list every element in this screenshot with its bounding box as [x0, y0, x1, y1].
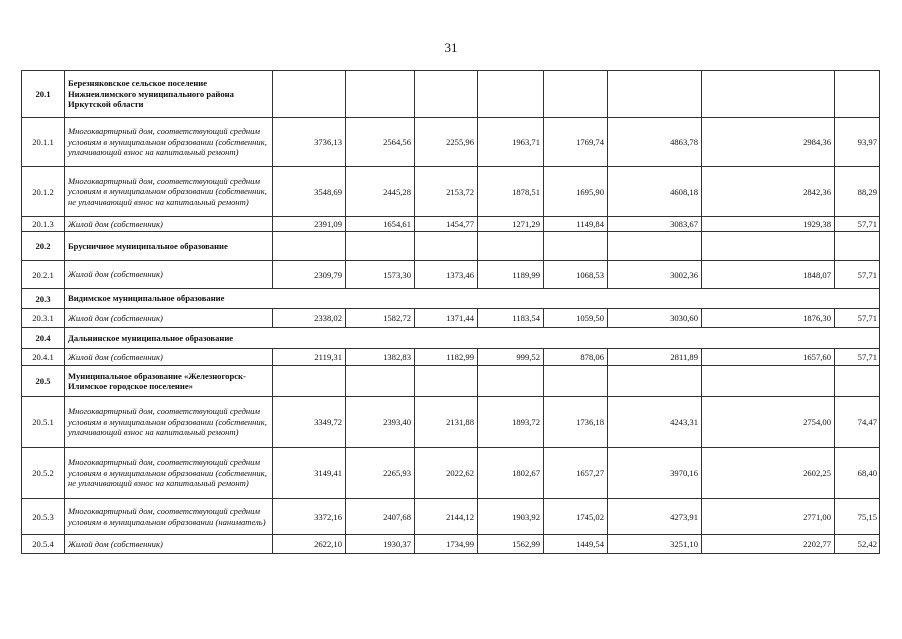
value-cell: 3251,10	[608, 535, 702, 554]
row-number: 20.1.3	[22, 217, 65, 232]
value-cell: 999,52	[478, 349, 544, 366]
value-cell: 2391,09	[273, 217, 346, 232]
table-row	[22, 499, 880, 535]
value-cell: 3149,41	[273, 448, 346, 499]
value-cell: 1929,38	[702, 217, 835, 232]
row-number: 20.5.2	[22, 448, 65, 499]
row-description: Многоквартирный дом, соответствующий средним условиям в муниципальном образовании (собственник, не уплачивающий взнос на капитальный ремонт)	[65, 167, 273, 217]
section-row	[22, 366, 880, 397]
value-cell: 1963,71	[478, 118, 544, 167]
value-cell: 3736,13	[273, 118, 346, 167]
value-cell	[478, 232, 544, 261]
row-description: Многоквартирный дом, соответствующий средним условиям в муниципальном образовании (собственник, не уплачивающий взнос на капитальный ремонт)	[65, 448, 273, 499]
row-number: 20.5.1	[22, 397, 65, 448]
value-cell: 1654,61	[346, 217, 415, 232]
section-title: Видимское муниципальное образование	[65, 289, 880, 309]
value-cell: 3030,60	[608, 309, 702, 328]
row-description: Жилой дом (собственник)	[65, 261, 273, 289]
value-cell: 93,97	[835, 118, 880, 167]
table-row	[22, 535, 880, 554]
value-cell: 1848,07	[702, 261, 835, 289]
value-cell: 3002,36	[608, 261, 702, 289]
section-row	[22, 328, 880, 349]
row-description: Жилой дом (собственник)	[65, 309, 273, 328]
value-cell: 57,71	[835, 349, 880, 366]
value-cell: 3548,69	[273, 167, 346, 217]
row-number: 20.5.4	[22, 535, 65, 554]
table-row	[22, 167, 880, 217]
value-cell: 1183,54	[478, 309, 544, 328]
value-cell: 74,47	[835, 397, 880, 448]
value-cell	[608, 366, 702, 397]
row-number: 20.5.3	[22, 499, 65, 535]
value-cell: 2842,36	[702, 167, 835, 217]
value-cell	[835, 71, 880, 118]
value-cell	[544, 232, 608, 261]
table-row	[22, 448, 880, 499]
value-cell: 2622,10	[273, 535, 346, 554]
value-cell: 1893,72	[478, 397, 544, 448]
value-cell: 2771,00	[702, 499, 835, 535]
value-cell: 2407,68	[346, 499, 415, 535]
value-cell: 2202,77	[702, 535, 835, 554]
value-cell: 3970,16	[608, 448, 702, 499]
value-cell: 1582,72	[346, 309, 415, 328]
value-cell	[415, 232, 478, 261]
value-cell	[702, 232, 835, 261]
value-cell: 1695,90	[544, 167, 608, 217]
value-cell	[835, 366, 880, 397]
value-cell: 57,71	[835, 261, 880, 289]
value-cell: 1657,60	[702, 349, 835, 366]
row-description: Жилой дом (собственник)	[65, 217, 273, 232]
row-description: Многоквартирный дом, соответствующий средним условиям в муниципальном образовании (собственник, уплачивающий взнос на капитальный ремонт)	[65, 118, 273, 167]
value-cell	[346, 232, 415, 261]
row-number: 20.2.1	[22, 261, 65, 289]
value-cell: 2255,96	[415, 118, 478, 167]
value-cell: 3083,67	[608, 217, 702, 232]
value-cell	[478, 71, 544, 118]
value-cell: 1657,27	[544, 448, 608, 499]
value-cell: 88,29	[835, 167, 880, 217]
value-cell	[346, 366, 415, 397]
row-description: Многоквартирный дом, соответствующий средним условиям в муниципальном образовании (наниматель)	[65, 499, 273, 535]
value-cell: 57,71	[835, 309, 880, 328]
row-number: 20.4.1	[22, 349, 65, 366]
row-description: Жилой дом (собственник)	[65, 535, 273, 554]
table-row	[22, 217, 880, 232]
section-title: Дальнинское муниципальное образование	[65, 328, 880, 349]
value-cell: 2754,00	[702, 397, 835, 448]
value-cell: 4608,18	[608, 167, 702, 217]
value-cell: 75,15	[835, 499, 880, 535]
value-cell: 1573,30	[346, 261, 415, 289]
value-cell	[478, 366, 544, 397]
value-cell	[273, 232, 346, 261]
row-number: 20.3	[22, 289, 65, 309]
value-cell	[702, 71, 835, 118]
value-cell: 2602,25	[702, 448, 835, 499]
section-title: Брусничное муниципальное образование	[65, 232, 273, 261]
value-cell	[544, 71, 608, 118]
row-number: 20.1.1	[22, 118, 65, 167]
section-title: Березняковское сельское поселение Нижнеилимского муниципального района Иркутской области	[65, 71, 273, 118]
value-cell: 2022,62	[415, 448, 478, 499]
row-description: Многоквартирный дом, соответствующий средним условиям в муниципальном образовании (собственник, уплачивающий взнос на капитальный ремонт)	[65, 397, 273, 448]
value-cell: 2338,02	[273, 309, 346, 328]
value-cell: 1802,67	[478, 448, 544, 499]
value-cell: 1449,54	[544, 535, 608, 554]
value-cell: 1736,18	[544, 397, 608, 448]
value-cell: 4273,91	[608, 499, 702, 535]
table-row	[22, 118, 880, 167]
section-title: Муниципальное образование «Железногорск-Илимское городское поселение»	[65, 366, 273, 397]
table-row	[22, 397, 880, 448]
row-description: Жилой дом (собственник)	[65, 349, 273, 366]
row-number: 20.1	[22, 71, 65, 118]
value-cell	[608, 232, 702, 261]
row-number: 20.4	[22, 328, 65, 349]
value-cell	[415, 366, 478, 397]
value-cell: 1930,37	[346, 535, 415, 554]
value-cell: 2811,89	[608, 349, 702, 366]
row-number: 20.5	[22, 366, 65, 397]
value-cell: 68,40	[835, 448, 880, 499]
value-cell: 1373,46	[415, 261, 478, 289]
value-cell: 1371,44	[415, 309, 478, 328]
value-cell: 2984,36	[702, 118, 835, 167]
value-cell: 1745,02	[544, 499, 608, 535]
value-cell: 2153,72	[415, 167, 478, 217]
value-cell: 4243,31	[608, 397, 702, 448]
value-cell: 4863,78	[608, 118, 702, 167]
table-body	[22, 71, 880, 554]
value-cell: 1769,74	[544, 118, 608, 167]
value-cell: 57,71	[835, 217, 880, 232]
value-cell	[273, 71, 346, 118]
value-cell: 2445,28	[346, 167, 415, 217]
tariff-table	[21, 70, 880, 554]
value-cell: 1903,92	[478, 499, 544, 535]
value-cell: 1382,83	[346, 349, 415, 366]
value-cell: 1149,84	[544, 217, 608, 232]
section-row	[22, 71, 880, 118]
table-row	[22, 349, 880, 366]
row-number: 20.2	[22, 232, 65, 261]
value-cell: 1562,99	[478, 535, 544, 554]
value-cell: 1271,29	[478, 217, 544, 232]
value-cell: 2265,93	[346, 448, 415, 499]
value-cell: 1734,99	[415, 535, 478, 554]
value-cell: 2119,31	[273, 349, 346, 366]
value-cell	[273, 366, 346, 397]
value-cell: 52,42	[835, 535, 880, 554]
value-cell	[415, 71, 478, 118]
section-row	[22, 232, 880, 261]
value-cell: 1454,77	[415, 217, 478, 232]
value-cell	[544, 366, 608, 397]
value-cell: 3349,72	[273, 397, 346, 448]
value-cell: 3372,16	[273, 499, 346, 535]
value-cell	[346, 71, 415, 118]
row-number: 20.3.1	[22, 309, 65, 328]
value-cell: 878,06	[544, 349, 608, 366]
row-number: 20.1.2	[22, 167, 65, 217]
value-cell: 1876,30	[702, 309, 835, 328]
value-cell	[608, 71, 702, 118]
value-cell: 1068,53	[544, 261, 608, 289]
table-row	[22, 261, 880, 289]
value-cell: 2393,40	[346, 397, 415, 448]
value-cell: 2564,56	[346, 118, 415, 167]
value-cell	[702, 366, 835, 397]
value-cell: 1059,50	[544, 309, 608, 328]
value-cell: 2131,88	[415, 397, 478, 448]
value-cell: 2144,12	[415, 499, 478, 535]
value-cell: 1878,51	[478, 167, 544, 217]
section-row	[22, 289, 880, 309]
value-cell: 1189,99	[478, 261, 544, 289]
table-row	[22, 309, 880, 328]
value-cell	[835, 232, 880, 261]
value-cell: 1182,99	[415, 349, 478, 366]
page-number: 31	[444, 40, 458, 55]
value-cell: 2309,79	[273, 261, 346, 289]
